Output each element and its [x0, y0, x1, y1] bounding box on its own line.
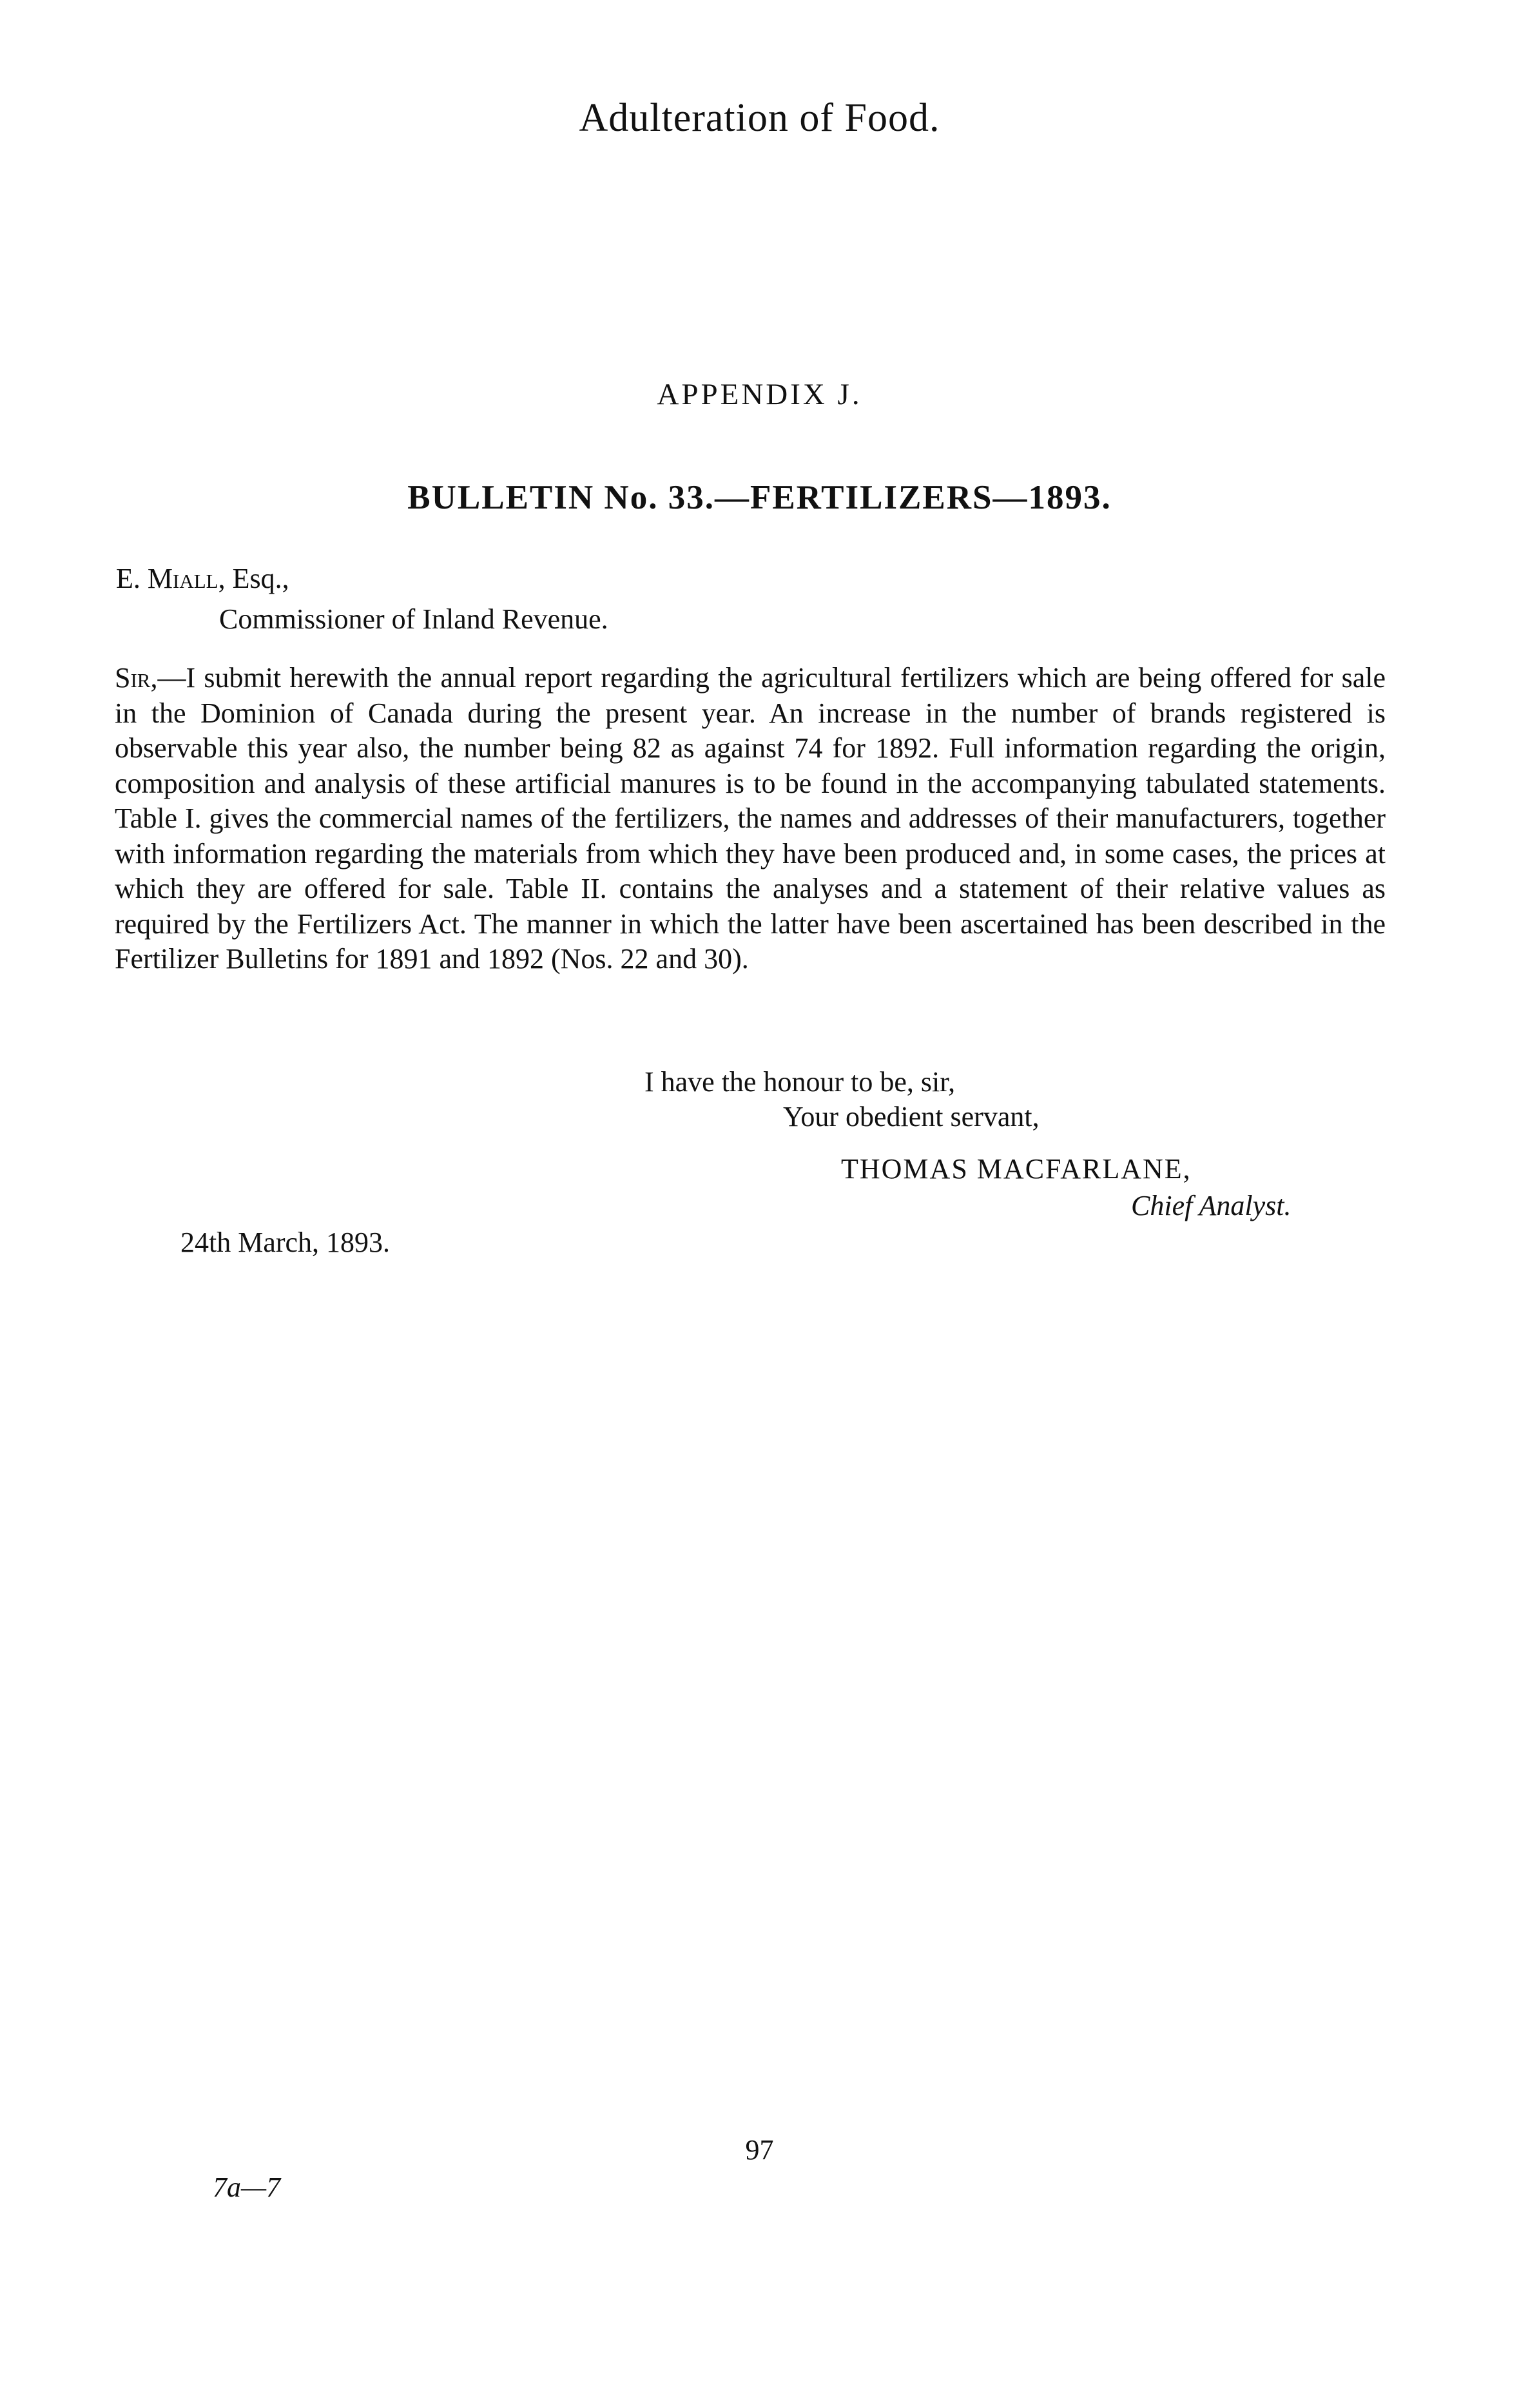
signature: THOMAS MACFARLANE,: [841, 1153, 1192, 1185]
salutation: Sir: [115, 662, 151, 694]
signature-mark: 7a—7: [213, 2171, 281, 2203]
addressee-name: E. Miall: [116, 563, 218, 594]
addressee-title: Commissioner of Inland Revenue.: [219, 603, 608, 635]
addressee-line: [116, 562, 289, 595]
letter-date: 24th March, 1893.: [180, 1227, 391, 1258]
closing-line-1: I have the honour to be, sir,: [644, 1066, 956, 1098]
letter-body: [115, 661, 1386, 977]
running-head: Adulteration of Food.: [579, 96, 940, 140]
appendix-heading: APPENDIX J.: [657, 378, 862, 411]
bulletin-title: BULLETIN No. 33.—FERTILIZERS—1893.: [407, 479, 1112, 516]
signature-title: Chief Analyst.: [1131, 1190, 1292, 1221]
addressee-suffix: , Esq.,: [218, 563, 289, 594]
closing-line-2: Your obedient servant,: [783, 1101, 1040, 1132]
letter-body-text: ,—I submit herewith the annual report regarding the agricultural fertilizers which are being offered for sale in the Dominion of Canada during the present year. An increase in the number of brands registered is observable this year also, the number being 82 as against 74 for 1892. Full information regarding the origin, composition and analysis of these artificial manures is to be found in the accompanying tabulated statements. Table I. gives the commercial names of the fertilizers, the names and addresses of their manufacturers, together with information regarding the materials from which they have been produced and, in some cases, the prices at which they are offered for sale. Table II. contains the analyses and a statement of their relative values as required by the Fertilizers Act. The manner in which the latter have been ascertained has been described in the Fertilizer Bulletins for 1891 and 1892 (Nos. 22 and 30).: [115, 662, 1386, 975]
page-number: 97: [745, 2134, 774, 2166]
